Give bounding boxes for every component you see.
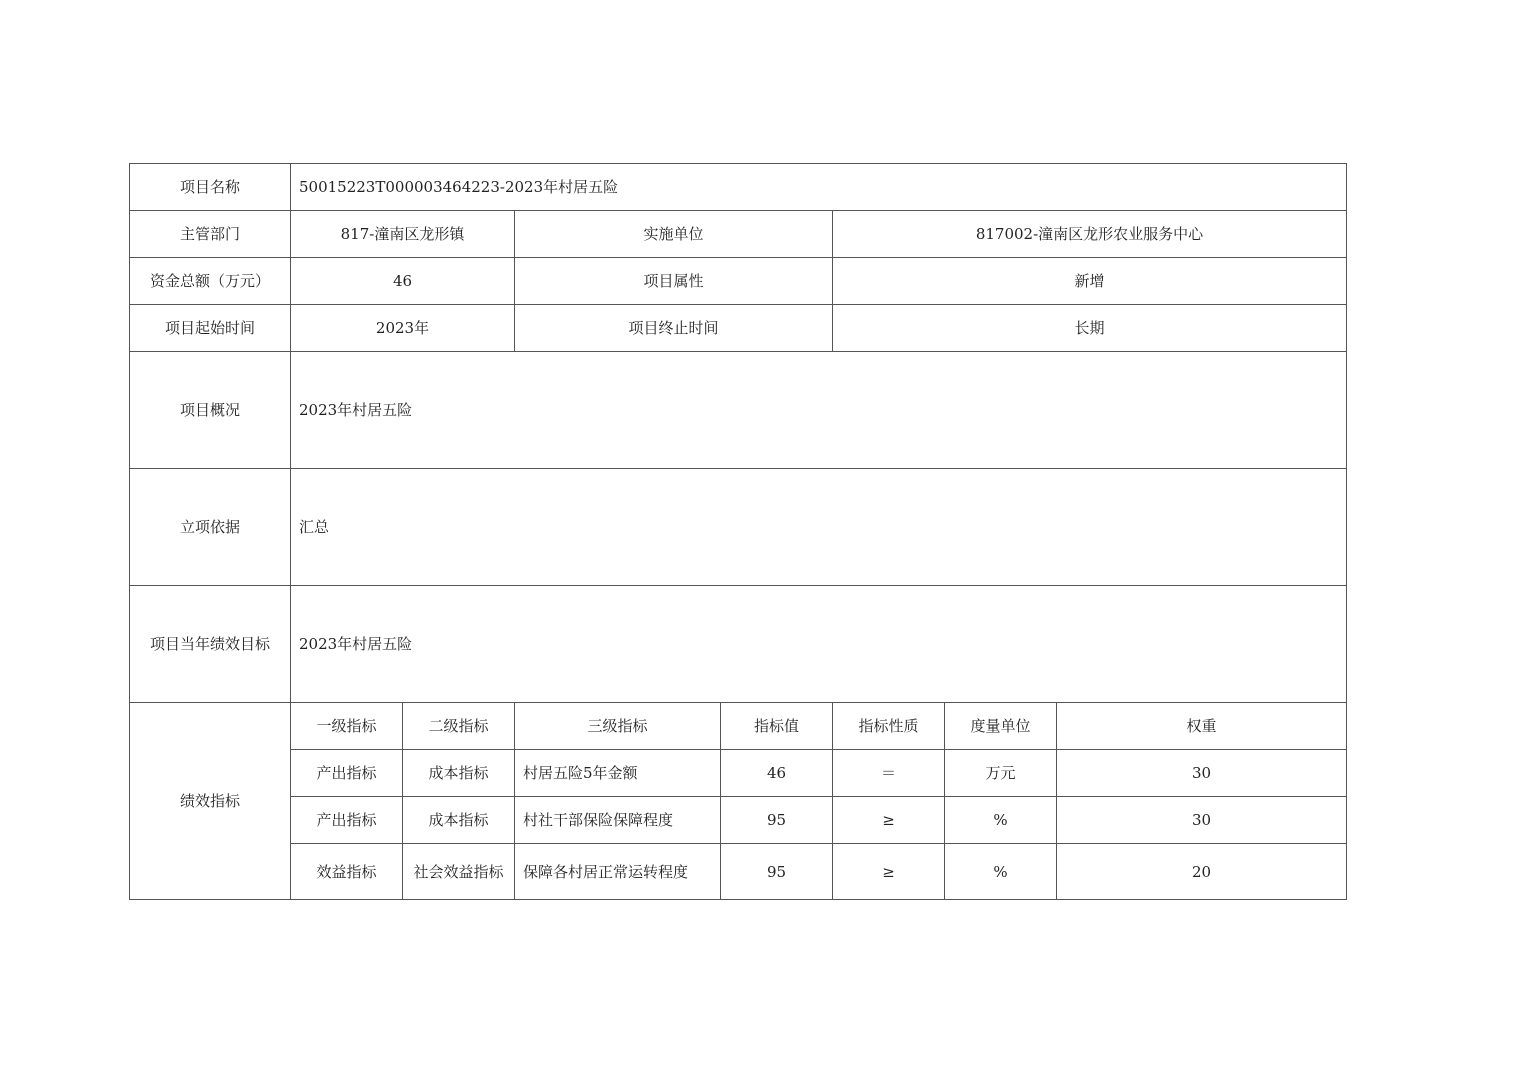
overview-label: 项目概况 <box>130 352 291 469</box>
indicator-header-value: 指标值 <box>721 703 833 750</box>
indicator-header-weight: 权重 <box>1057 703 1347 750</box>
project-name-label: 项目名称 <box>130 164 291 211</box>
start-time-value: 2023年 <box>291 305 515 352</box>
annual-goal-value: 2023年村居五险 <box>291 586 1347 703</box>
indicators-section-label: 绩效指标 <box>130 703 291 900</box>
indicator-level1: 产出指标 <box>291 750 403 797</box>
indicator-header-unit: 度量单位 <box>945 703 1057 750</box>
basis-value: 汇总 <box>291 469 1347 586</box>
end-time-value: 长期 <box>833 305 1347 352</box>
end-time-label: 项目终止时间 <box>515 305 833 352</box>
project-attribute-value: 新增 <box>833 258 1347 305</box>
project-name-row <box>130 164 1347 211</box>
goal-row <box>130 586 1347 703</box>
indicator-level1: 效益指标 <box>291 844 403 900</box>
indicator-weight: 30 <box>1057 797 1347 844</box>
indicator-header-nature: 指标性质 <box>833 703 945 750</box>
indicator-nature: ＝ <box>833 750 945 797</box>
indicator-weight: 30 <box>1057 750 1347 797</box>
implementing-unit-value: 817002-潼南区龙形农业服务中心 <box>833 211 1347 258</box>
indicator-level3: 村居五险5年金额 <box>515 750 721 797</box>
indicator-row <box>130 750 1347 797</box>
indicator-level2: 成本指标 <box>403 750 515 797</box>
department-label: 主管部门 <box>130 211 291 258</box>
indicator-header-row <box>130 703 1347 750</box>
indicator-value: 46 <box>721 750 833 797</box>
indicator-level3: 保障各村居正常运转程度 <box>515 844 721 900</box>
fund-row <box>130 258 1347 305</box>
implementing-unit-label: 实施单位 <box>515 211 833 258</box>
overview-value: 2023年村居五险 <box>291 352 1347 469</box>
start-time-label: 项目起始时间 <box>130 305 291 352</box>
fund-total-label: 资金总额（万元） <box>130 258 291 305</box>
indicator-level2: 成本指标 <box>403 797 515 844</box>
indicator-level2: 社会效益指标 <box>403 844 515 900</box>
project-performance-table <box>129 163 1347 900</box>
indicator-value: 95 <box>721 844 833 900</box>
basis-label: 立项依据 <box>130 469 291 586</box>
indicator-row <box>130 797 1347 844</box>
project-name-value: 50015223T000003464223-2023年村居五险 <box>291 164 1347 211</box>
indicator-row <box>130 844 1347 900</box>
indicator-value: 95 <box>721 797 833 844</box>
department-value: 817-潼南区龙形镇 <box>291 211 515 258</box>
indicator-weight: 20 <box>1057 844 1347 900</box>
indicator-unit: 万元 <box>945 750 1057 797</box>
indicator-header-level3: 三级指标 <box>515 703 721 750</box>
indicator-header-level2: 二级指标 <box>403 703 515 750</box>
indicator-nature: ≥ <box>833 844 945 900</box>
department-row <box>130 211 1347 258</box>
indicator-nature: ≥ <box>833 797 945 844</box>
indicator-unit: % <box>945 797 1057 844</box>
indicator-header-level1: 一级指标 <box>291 703 403 750</box>
indicator-level3: 村社干部保险保障程度 <box>515 797 721 844</box>
basis-row <box>130 469 1347 586</box>
project-attribute-label: 项目属性 <box>515 258 833 305</box>
overview-row <box>130 352 1347 469</box>
indicator-level1: 产出指标 <box>291 797 403 844</box>
fund-total-value: 46 <box>291 258 515 305</box>
annual-goal-label: 项目当年绩效目标 <box>130 586 291 703</box>
period-row <box>130 305 1347 352</box>
indicator-unit: % <box>945 844 1057 900</box>
